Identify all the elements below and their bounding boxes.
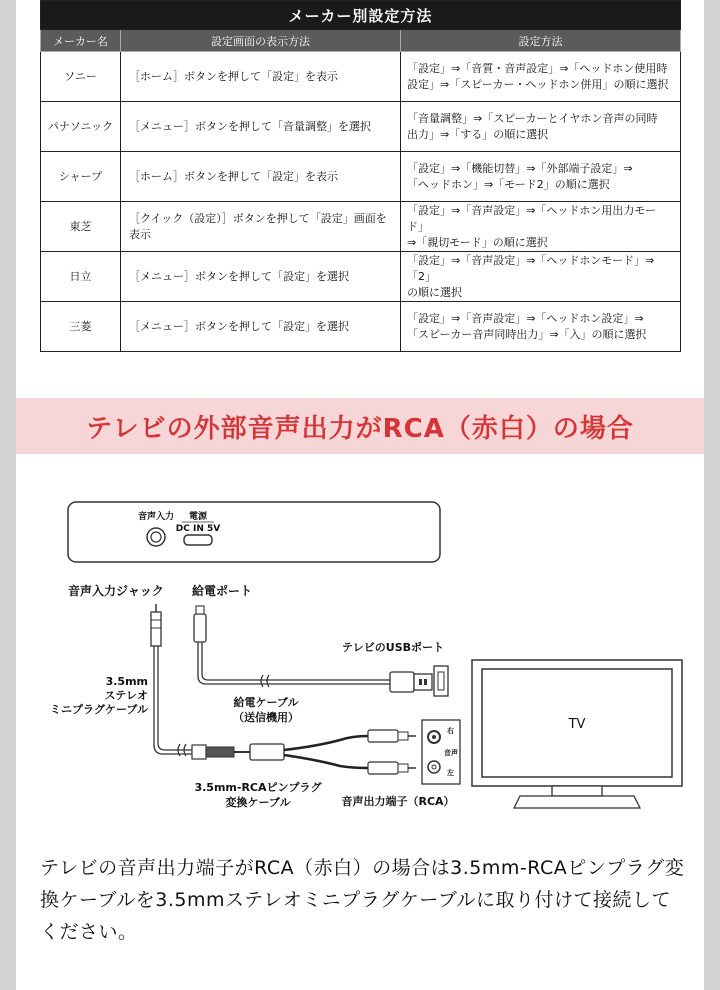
maker-cell: 日立 (41, 252, 121, 302)
method-line: 「スピーカー音声同時出力」⇒「入」の順に選択 (407, 327, 647, 341)
adapter-splitter-icon (250, 744, 284, 760)
usb-c-plug-icon (194, 614, 206, 642)
table-row (41, 302, 681, 352)
method-line: 「設定」⇒「音声設定」⇒「ヘッドホン用出力モード」 (407, 203, 656, 233)
method-cell (401, 252, 681, 302)
method-cell (401, 202, 681, 252)
stereo-label-3: ミニプラグケーブル (49, 703, 148, 716)
stereo-plug-icon (151, 612, 161, 646)
maker-cell: シャープ (41, 152, 121, 202)
section-banner (16, 398, 704, 454)
stereo-label-1: 3.5mm (105, 675, 148, 688)
port-label: 給電ポート (192, 584, 253, 598)
rca-right-label: 右 (447, 727, 454, 735)
table-row (41, 252, 681, 302)
table-row (41, 52, 681, 102)
usb-c-port-icon (184, 535, 212, 545)
display-cell: ［メニュー］ボタンを押して「音量調整」を選択 (121, 102, 401, 152)
maker-cell: パナソニック (41, 102, 121, 152)
method-line: ⇒「親切モード」の順に選択 (407, 235, 548, 249)
method-line: 出力」⇒「する」の順に選択 (407, 127, 549, 141)
power-cable-label-1: 給電ケーブル (233, 696, 299, 709)
rca-cable-label-1: 3.5mm-RCAピンプラグ (194, 781, 322, 794)
usb-a-plug-icon (390, 672, 414, 692)
maker-cell: 東芝 (41, 202, 121, 252)
method-line: 「ヘッドホン」⇒「モード2」の順に選択 (407, 177, 610, 191)
table-row (41, 102, 681, 152)
header-maker: メーカー名 (41, 30, 121, 52)
section-title: テレビの外部音声出力がRCA（赤白）の場合 (86, 413, 634, 444)
rca-left-label: 左 (447, 769, 454, 777)
tv-stand (514, 796, 640, 808)
tv-neck (552, 786, 602, 796)
method-cell (401, 102, 681, 152)
display-cell: ［メニュー］ボタンを押して「設定」を選択 (121, 302, 401, 352)
display-cell: ［メニュー］ボタンを押して「設定」を選択 (121, 252, 401, 302)
rca-cable-white (284, 755, 368, 768)
method-line: 「設定」⇒「音声設定」⇒「ヘッドホンモード」⇒「2」 (407, 253, 655, 283)
maker-settings-table (40, 0, 681, 352)
stereo-cable (154, 646, 192, 754)
rca-terminal-label: 音声出力端子（RCA） (341, 795, 455, 808)
device-input-label: 音声入力 (137, 512, 175, 522)
rca-cable-red (284, 736, 368, 750)
usb-port-label: テレビのUSBポート (342, 641, 445, 654)
method-line: 設定」⇒「スピーカー・ヘッドホン併用」の順に選択 (407, 77, 669, 91)
stereo-label-2: ステレオ (104, 689, 148, 702)
method-line: 「設定」⇒「機能切替」⇒「外部端子設定」⇒ (407, 161, 633, 175)
table-title: メーカー別設定方法 (41, 1, 681, 30)
device-dc-label: DC IN 5V (175, 524, 221, 534)
display-cell: ［ホーム］ボタンを押して「設定」を表示 (121, 52, 401, 102)
maker-cell: ソニー (41, 52, 121, 102)
method-line: 「音量調整」⇒「スピーカーとイヤホン音声の同時 (407, 111, 658, 125)
display-cell: ［ホーム］ボタンを押して「設定」を表示 (121, 152, 401, 202)
table-row (41, 152, 681, 202)
rca-cable-label-2: 変換ケーブル (225, 796, 291, 809)
method-cell (401, 302, 681, 352)
device-power-label: 電源 (188, 512, 208, 522)
adapter-jack-icon (192, 745, 206, 759)
rca-audio-label: 音声 (444, 749, 458, 757)
header-display: 設定画面の表示方法 (121, 30, 401, 52)
method-line: 「設定」⇒「音質・音声設定」⇒「ヘッドホン使用時 (407, 61, 668, 75)
jack-label: 音声入力ジャック (68, 584, 164, 598)
audio-jack-inner-icon (151, 532, 161, 542)
table-row (41, 202, 681, 252)
method-cell (401, 152, 681, 202)
connection-diagram (0, 460, 720, 840)
rca-plug-red-icon (368, 730, 398, 742)
method-line: の順に選択 (407, 285, 462, 299)
display-cell: ［クイック（設定）］ボタンを押して「設定」画面を表示 (121, 202, 401, 252)
method-line: 「設定」⇒「音声設定」⇒「ヘッドホン設定」⇒ (407, 311, 644, 325)
instruction-paragraph: テレビの音声出力端子がRCA（赤白）の場合は3.5mm-RCAピンプラグ変換ケーブルを3.5mmステレオミニプラグケーブルに取り付けて接続してください。 (40, 857, 685, 943)
method-cell (401, 52, 681, 102)
rca-plug-white-icon (368, 762, 398, 774)
header-method: 設定方法 (401, 30, 681, 52)
tv-label: TV (568, 717, 586, 732)
transmitter-device (68, 502, 440, 562)
power-cable-label-2: （送信機用） (233, 711, 299, 724)
maker-cell: 三菱 (41, 302, 121, 352)
